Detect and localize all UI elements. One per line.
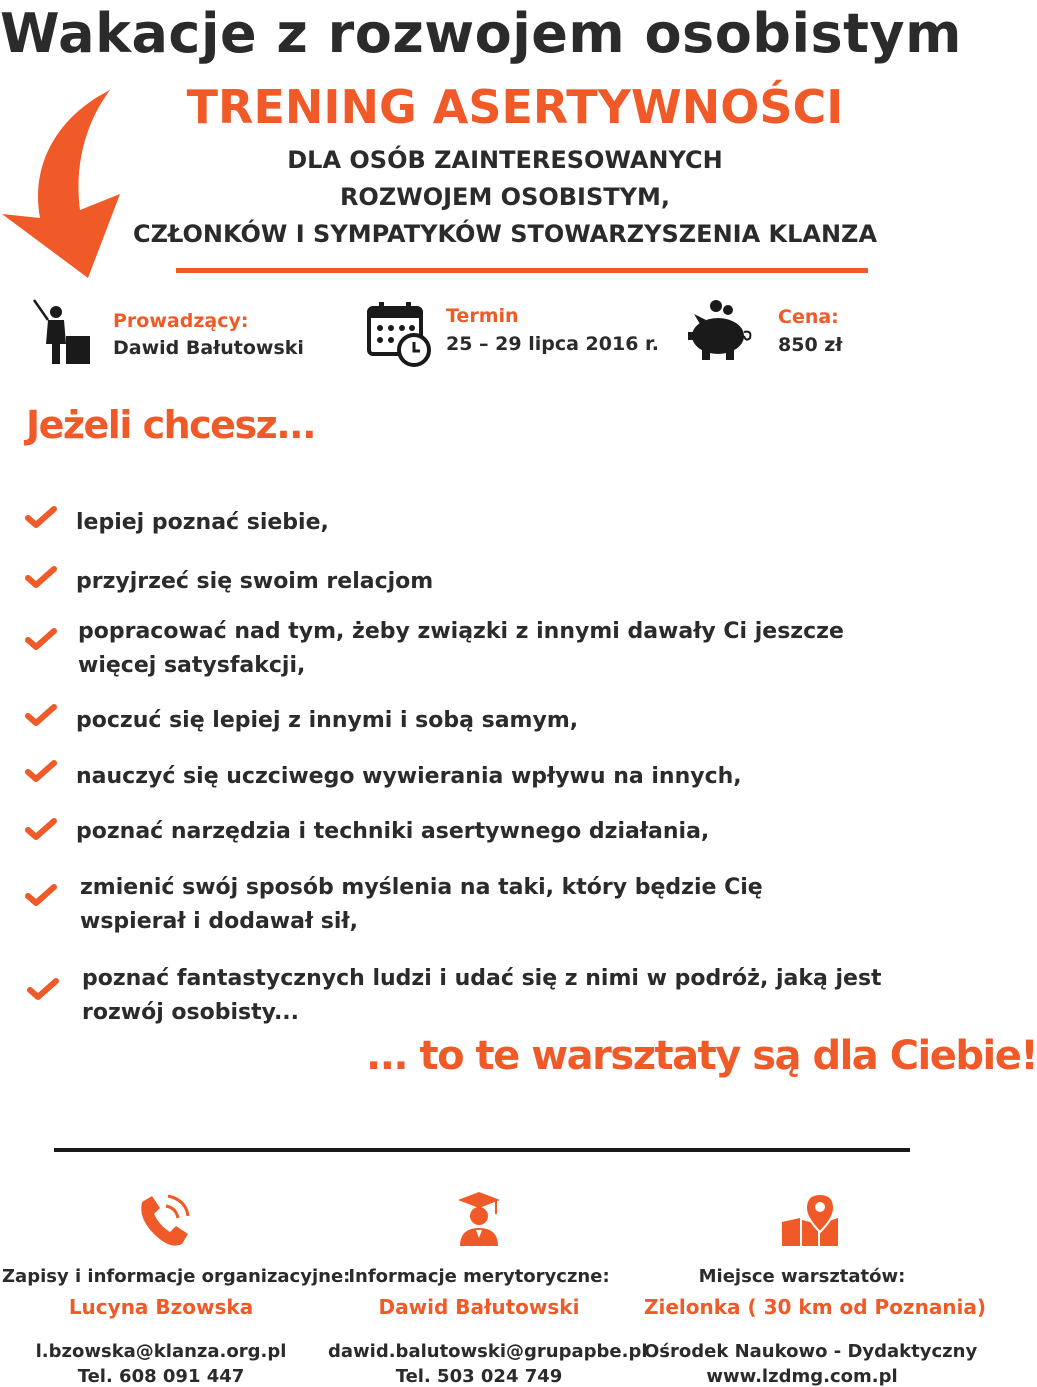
workshop-subtitle: TRENING ASERTYWNOŚCI [186, 80, 844, 134]
price-value: 850 zł [778, 334, 843, 356]
checkmark-icon [26, 566, 56, 588]
checkmark-icon [28, 978, 58, 1000]
audience-line-1: DLA OSÓB ZAINTERESOWANYCH [287, 146, 723, 174]
term-date: 25 – 29 lipca 2016 r. [446, 333, 659, 355]
divider [176, 268, 868, 273]
bullet-item: zmienić swój sposób myślenia na taki, który będzie Cię wspierał i dodawał sił, [80, 875, 763, 934]
phone-icon [134, 1192, 192, 1250]
audience-line-2: ROZWOJEM OSOBISTYM, [339, 183, 671, 211]
checkmark-icon [26, 628, 56, 650]
presenter-icon [30, 298, 92, 366]
piggy-bank-icon [686, 298, 756, 362]
checkmark-icon [26, 818, 56, 840]
venue-location: Zielonka ( 30 km od Poznania) [644, 1295, 987, 1319]
map-pin-icon [780, 1192, 840, 1248]
price-label: Cena: [778, 306, 839, 328]
checkmark-icon [26, 506, 56, 528]
term-label: Termin [446, 305, 519, 327]
bullet-item: lepiej poznać siebie, [76, 510, 329, 535]
registration-email[interactable]: l.bzowska@klanza.org.pl [35, 1341, 287, 1362]
divider [54, 1148, 910, 1152]
checkmark-icon [26, 760, 56, 782]
bullet-item: nauczyć się uczciwego wywierania wpływu na innych, [76, 764, 742, 789]
audience-line-3: CZŁONKÓW I SYMPATYKÓW STOWARZYSZENIA KLANZA [132, 220, 878, 248]
content-info-title: Informacje merytoryczne: [348, 1266, 610, 1287]
trainer-name: Dawid Bałutowski [113, 337, 304, 359]
trainer-label: Prowadzący: [113, 310, 249, 332]
checkmark-icon [26, 704, 56, 726]
bullet-item: przyjrzeć się swoim relacjom [76, 569, 434, 594]
calendar-clock-icon [366, 300, 434, 368]
page-title: Wakacje z rozwojem osobistym [0, 2, 962, 65]
registration-phone[interactable]: Tel. 608 091 447 [77, 1366, 245, 1387]
checkmark-icon [26, 884, 56, 906]
closing-statement: ... to te warsztaty są dla Ciebie! [366, 1033, 1037, 1079]
bullet-item: popracować nad tym, żeby związki z innymi dawały Ci jeszcze więcej satysfakcji, [78, 619, 844, 678]
bullet-item: poznać fantastycznych ludzi i udać się z nimi w podróż, jaką jest rozwój osobisty... [82, 966, 882, 1025]
registration-contact-name: Lucyna Bzowska [68, 1295, 254, 1319]
venue-center-name: Ośrodek Naukowo - Dydaktyczny [644, 1341, 978, 1362]
graduate-icon [454, 1190, 504, 1248]
content-phone[interactable]: Tel. 503 024 749 [395, 1366, 563, 1387]
intro-heading: Jeżeli chcesz... [26, 403, 315, 447]
registration-title: Zapisy i informacje organizacyjne: [2, 1266, 351, 1287]
bullet-item: poczuć się lepiej z innymi i sobą samym, [76, 708, 579, 733]
content-email[interactable]: dawid.balutowski@grupapbe.pl [328, 1341, 648, 1362]
content-contact-name: Dawid Bałutowski [378, 1295, 580, 1319]
venue-title: Miejsce warsztatów: [698, 1266, 906, 1287]
bullet-item: poznać narzędzia i techniki asertywnego działania, [76, 819, 710, 844]
venue-website[interactable]: www.lzdmg.com.pl [706, 1366, 898, 1387]
